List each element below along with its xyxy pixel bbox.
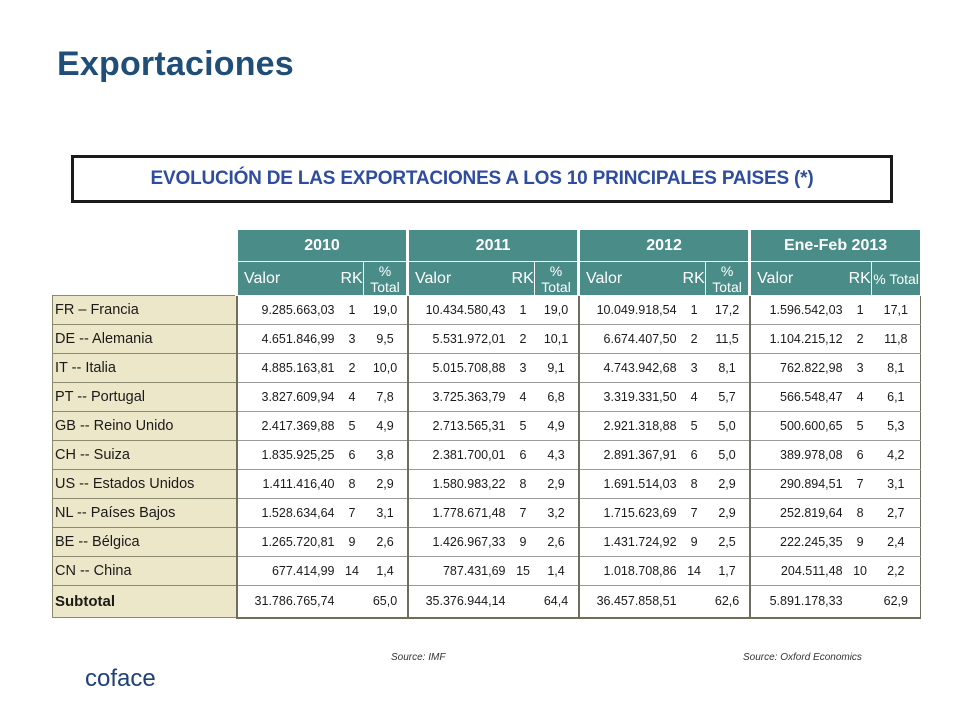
value-cell: 1.715.623,69 [579, 499, 683, 528]
value-cell: 6.674.407,50 [579, 325, 683, 354]
value-cell: 5.015.708,88 [408, 354, 512, 383]
pct-cell: 2,7 [872, 499, 921, 528]
value-cell: 1.580.983,22 [408, 470, 512, 499]
pct-total-header: % Total [706, 262, 750, 296]
value-cell: 3.725.363,79 [408, 383, 512, 412]
table-row [53, 528, 921, 557]
source-note-oxford: Source: Oxford Economics [743, 652, 862, 663]
value-cell: 252.819,64 [750, 499, 849, 528]
pct-total-header: % Total [364, 262, 408, 296]
rank-cell: 8 [849, 499, 872, 528]
rank-cell: 5 [341, 412, 364, 441]
table-row [53, 296, 921, 325]
value-cell: 1.431.724,92 [579, 528, 683, 557]
rank-cell: 5 [849, 412, 872, 441]
rk-header: RK [683, 262, 706, 296]
exports-table-container [52, 229, 922, 619]
rank-cell: 4 [683, 383, 706, 412]
value-cell: 2.381.700,01 [408, 441, 512, 470]
rk-header: RK [849, 262, 872, 296]
pct-cell: 3,8 [364, 441, 408, 470]
value-cell: 4.651.846,99 [237, 325, 341, 354]
rank-cell: 2 [341, 354, 364, 383]
rank-cell [683, 586, 706, 618]
rank-cell: 6 [512, 441, 535, 470]
pct-cell: 2,9 [706, 499, 750, 528]
value-cell: 2.891.367,91 [579, 441, 683, 470]
page-title: Exportaciones [57, 45, 294, 83]
year-header: Ene-Feb 2013 [750, 230, 921, 262]
valor-header: Valor [408, 262, 512, 296]
value-cell: 3.319.331,50 [579, 383, 683, 412]
pct-cell: 5,0 [706, 441, 750, 470]
rank-cell: 3 [512, 354, 535, 383]
pct-cell: 4,9 [364, 412, 408, 441]
rank-cell: 6 [341, 441, 364, 470]
value-cell: 3.827.609,94 [237, 383, 341, 412]
rank-cell: 4 [512, 383, 535, 412]
rank-cell: 2 [849, 325, 872, 354]
value-cell: 9.285.663,03 [237, 296, 341, 325]
pct-cell: 65,0 [364, 586, 408, 618]
rank-cell [512, 586, 535, 618]
pct-cell: 5,0 [706, 412, 750, 441]
exports-table [52, 229, 921, 619]
value-cell: 1.528.634,64 [237, 499, 341, 528]
country-label: FR – Francia [53, 296, 237, 325]
pct-cell: 2,9 [535, 470, 579, 499]
pct-cell: 19,0 [535, 296, 579, 325]
pct-cell: 64,4 [535, 586, 579, 618]
pct-total-header: % Total [535, 262, 579, 296]
rank-cell: 8 [512, 470, 535, 499]
value-cell: 2.921.318,88 [579, 412, 683, 441]
rank-cell: 9 [512, 528, 535, 557]
pct-cell: 1,7 [706, 557, 750, 586]
rank-cell: 8 [341, 470, 364, 499]
rank-cell: 7 [341, 499, 364, 528]
subheader-row [53, 262, 921, 296]
pct-cell: 7,8 [364, 383, 408, 412]
pct-cell: 4,3 [535, 441, 579, 470]
table-row [53, 441, 921, 470]
country-label: IT -- Italia [53, 354, 237, 383]
rank-cell: 10 [849, 557, 872, 586]
value-cell: 1.104.215,12 [750, 325, 849, 354]
value-cell: 1.411.416,40 [237, 470, 341, 499]
value-cell: 4.743.942,68 [579, 354, 683, 383]
value-cell: 1.596.542,03 [750, 296, 849, 325]
header-blank [53, 230, 237, 262]
value-cell: 1.018.708,86 [579, 557, 683, 586]
pct-cell: 19,0 [364, 296, 408, 325]
pct-total-header: % Total [872, 262, 921, 296]
pct-cell: 10,1 [535, 325, 579, 354]
pct-cell: 8,1 [706, 354, 750, 383]
rank-cell: 1 [683, 296, 706, 325]
country-label: PT -- Portugal [53, 383, 237, 412]
rank-cell: 9 [341, 528, 364, 557]
header-blank [53, 262, 237, 296]
pct-cell: 9,1 [535, 354, 579, 383]
value-cell: 566.548,47 [750, 383, 849, 412]
rk-header: RK [512, 262, 535, 296]
pct-cell: 2,4 [872, 528, 921, 557]
country-label: DE -- Alemania [53, 325, 237, 354]
value-cell: 10.434.580,43 [408, 296, 512, 325]
country-label: NL -- Países Bajos [53, 499, 237, 528]
coface-logo [85, 660, 175, 696]
value-cell: 1.265.720,81 [237, 528, 341, 557]
pct-cell: 10,0 [364, 354, 408, 383]
rank-cell: 2 [512, 325, 535, 354]
pct-cell: 4,9 [535, 412, 579, 441]
rank-cell: 1 [341, 296, 364, 325]
pct-cell: 2,9 [364, 470, 408, 499]
table-row [53, 412, 921, 441]
pct-cell: 3,2 [535, 499, 579, 528]
pct-cell: 8,1 [872, 354, 921, 383]
value-cell: 1.426.967,33 [408, 528, 512, 557]
rank-cell: 4 [341, 383, 364, 412]
table-row [53, 325, 921, 354]
rk-header: RK [341, 262, 364, 296]
rank-cell: 6 [849, 441, 872, 470]
pct-cell: 2,6 [535, 528, 579, 557]
value-cell: 204.511,48 [750, 557, 849, 586]
rank-cell: 9 [683, 528, 706, 557]
table-body [53, 296, 921, 618]
pct-cell: 6,8 [535, 383, 579, 412]
value-cell: 31.786.765,74 [237, 586, 341, 618]
value-cell: 5.891.178,33 [750, 586, 849, 618]
pct-cell: 11,5 [706, 325, 750, 354]
rank-cell: 8 [683, 470, 706, 499]
rank-cell: 5 [683, 412, 706, 441]
country-label: CN -- China [53, 557, 237, 586]
table-row [53, 557, 921, 586]
pct-cell: 2,2 [872, 557, 921, 586]
pct-cell: 2,9 [706, 470, 750, 499]
pct-cell: 17,2 [706, 296, 750, 325]
value-cell: 762.822,98 [750, 354, 849, 383]
country-label: US -- Estados Unidos [53, 470, 237, 499]
pct-cell: 3,1 [872, 470, 921, 499]
source-note-imf: Source: IMF [391, 652, 446, 663]
country-label: GB -- Reino Unido [53, 412, 237, 441]
year-header: 2011 [408, 230, 579, 262]
rank-cell: 6 [683, 441, 706, 470]
value-cell: 500.600,65 [750, 412, 849, 441]
pct-cell: 62,6 [706, 586, 750, 618]
table-banner [71, 155, 893, 203]
pct-cell: 2,6 [364, 528, 408, 557]
country-label: BE -- Bélgica [53, 528, 237, 557]
value-cell: 2.417.369,88 [237, 412, 341, 441]
rank-cell: 1 [849, 296, 872, 325]
pct-cell: 11,8 [872, 325, 921, 354]
pct-cell: 4,2 [872, 441, 921, 470]
rank-cell: 7 [512, 499, 535, 528]
table-row [53, 383, 921, 412]
rank-cell: 14 [341, 557, 364, 586]
value-cell: 5.531.972,01 [408, 325, 512, 354]
banner-title: EVOLUCIÓN DE LAS EXPORTACIONES A LOS 10 PRINCIPALES PAISES (*) [150, 168, 814, 189]
value-cell: 1.835.925,25 [237, 441, 341, 470]
pct-cell: 1,4 [535, 557, 579, 586]
rank-cell: 3 [849, 354, 872, 383]
pct-cell: 62,9 [872, 586, 921, 618]
valor-header: Valor [579, 262, 683, 296]
rank-cell: 9 [849, 528, 872, 557]
pct-cell: 5,3 [872, 412, 921, 441]
rank-cell: 15 [512, 557, 535, 586]
rank-cell: 1 [512, 296, 535, 325]
valor-header: Valor [750, 262, 849, 296]
rank-cell: 4 [849, 383, 872, 412]
pct-cell: 17,1 [872, 296, 921, 325]
value-cell: 36.457.858,51 [579, 586, 683, 618]
rank-cell: 2 [683, 325, 706, 354]
value-cell: 787.431,69 [408, 557, 512, 586]
country-label: CH -- Suiza [53, 441, 237, 470]
valor-header: Valor [237, 262, 341, 296]
table-row [53, 499, 921, 528]
pct-cell: 5,7 [706, 383, 750, 412]
rank-cell: 5 [512, 412, 535, 441]
subtotal-row [53, 586, 921, 618]
rank-cell: 3 [341, 325, 364, 354]
rank-cell: 3 [683, 354, 706, 383]
year-header-row [53, 230, 921, 262]
rank-cell [849, 586, 872, 618]
pct-cell: 2,5 [706, 528, 750, 557]
year-header: 2012 [579, 230, 750, 262]
value-cell: 1.691.514,03 [579, 470, 683, 499]
country-label: Subtotal [53, 586, 237, 618]
pct-cell: 9,5 [364, 325, 408, 354]
coface-logo-text: coface [85, 665, 156, 692]
table-row [53, 470, 921, 499]
rank-cell: 14 [683, 557, 706, 586]
year-header: 2010 [237, 230, 408, 262]
value-cell: 290.894,51 [750, 470, 849, 499]
value-cell: 389.978,08 [750, 441, 849, 470]
pct-cell: 6,1 [872, 383, 921, 412]
pct-cell: 1,4 [364, 557, 408, 586]
pct-cell: 3,1 [364, 499, 408, 528]
value-cell: 222.245,35 [750, 528, 849, 557]
rank-cell: 7 [849, 470, 872, 499]
value-cell: 10.049.918,54 [579, 296, 683, 325]
table-row [53, 354, 921, 383]
value-cell: 35.376.944,14 [408, 586, 512, 618]
value-cell: 677.414,99 [237, 557, 341, 586]
value-cell: 2.713.565,31 [408, 412, 512, 441]
rank-cell: 7 [683, 499, 706, 528]
rank-cell [341, 586, 364, 618]
value-cell: 4.885.163,81 [237, 354, 341, 383]
value-cell: 1.778.671,48 [408, 499, 512, 528]
